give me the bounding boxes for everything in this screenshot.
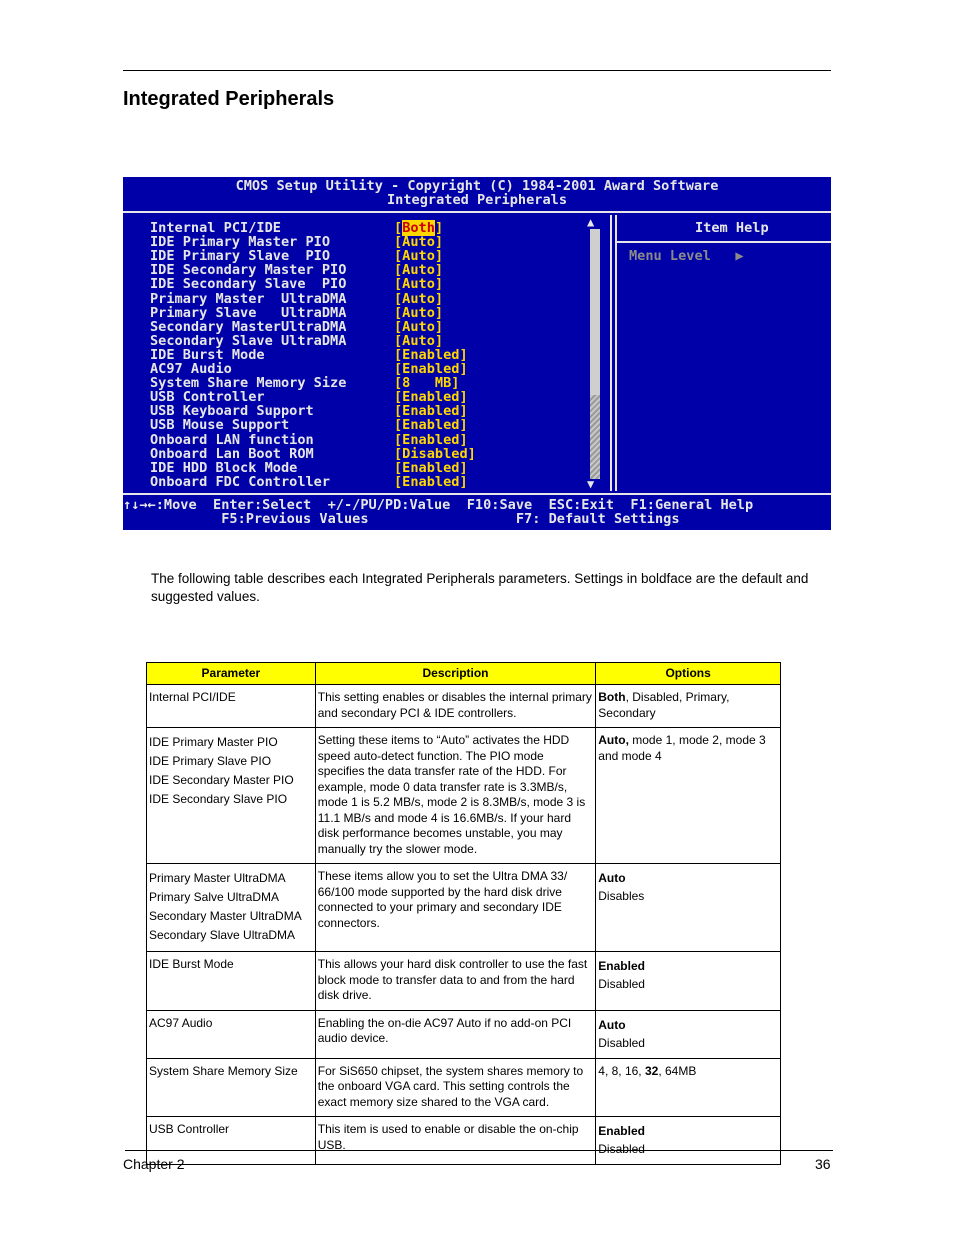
bios-setting-value[interactable]	[394, 263, 443, 277]
parameter-name: IDE Primary Master PIO	[149, 735, 278, 749]
parameter-cell	[147, 685, 316, 728]
bios-setting-row[interactable]	[150, 276, 444, 293]
bios-setting-value[interactable]	[394, 362, 468, 376]
description-cell: This allows your hard disk controller to use the fast block mode to transfer data to and from the hard disk drive.	[315, 952, 596, 1011]
bios-setting-label: System Share Memory Size	[150, 375, 347, 392]
option-text: Disabled	[598, 1035, 645, 1050]
description-cell: Enabling the on-die AC97 Auto if no add-on PCI audio device.	[315, 1010, 596, 1058]
scroll-down-arrow-icon[interactable]: ▼	[587, 477, 595, 491]
option-line	[598, 1140, 778, 1158]
table-row	[147, 1058, 781, 1117]
bios-value-text: [Enabled]	[394, 431, 468, 448]
bios-value-text: [Auto]	[394, 276, 444, 293]
bios-setting-row[interactable]	[150, 332, 444, 349]
parameter-name: Secondary Master UltraDMA	[149, 909, 302, 923]
bios-setting-row[interactable]	[150, 459, 468, 476]
option-text: mode 1, mode 2, mode 3 and mode 4	[598, 733, 766, 763]
scroll-up-arrow-icon[interactable]: ▲	[587, 215, 595, 229]
parameters-table	[146, 662, 781, 1165]
parameter-cell	[147, 728, 316, 864]
bios-value-text: [Enabled]	[394, 473, 468, 490]
parameter-cell	[147, 1010, 316, 1058]
default-option: Auto,	[598, 733, 629, 747]
bios-setting-label: IDE HDD Block Mode	[150, 459, 298, 476]
bios-setting-label: AC97 Audio	[150, 361, 232, 377]
table-row	[147, 685, 781, 728]
bios-setting-label: USB Controller	[150, 389, 265, 406]
bios-setting-value[interactable]	[394, 376, 459, 390]
bios-setting-label: Primary Slave UltraDMA	[150, 304, 347, 321]
default-option: Enabled	[598, 1124, 645, 1138]
bios-setting-value[interactable]	[394, 475, 468, 489]
option-line	[598, 1016, 778, 1034]
bios-setting-label: USB Mouse Support	[150, 417, 290, 434]
bios-setting-value[interactable]	[394, 334, 443, 348]
table-header-row	[147, 663, 781, 685]
bios-value-text: [Disabled]	[394, 445, 476, 462]
bios-setting-value[interactable]	[394, 320, 443, 334]
description-cell: These items allow you to set the Ultra DMA 33/ 66/100 mode supported by the hard disk drive connected to your primary and secondary IDE connectors.	[315, 864, 596, 952]
bios-key-legend	[123, 493, 831, 530]
bios-value-text: [Auto]	[394, 234, 444, 251]
table-row	[147, 1117, 781, 1165]
bios-setting-row[interactable]	[150, 445, 476, 462]
page-title: Integrated Peripherals	[123, 88, 335, 110]
parameter-name: IDE Burst Mode	[149, 957, 234, 971]
bios-header-title: CMOS Setup Utility - Copyright (C) 1984-2001 Award Software	[235, 178, 719, 194]
bios-setting-row[interactable]	[150, 234, 444, 251]
parameter-name: Primary Master UltraDMA	[149, 871, 286, 885]
options-cell	[596, 952, 781, 1011]
bios-setting-label: USB Keyboard Support	[150, 403, 314, 420]
bios-setting-value[interactable]	[394, 390, 468, 404]
option-line	[598, 1034, 778, 1052]
options-cell	[596, 685, 781, 728]
options-cell	[596, 864, 781, 952]
bios-setting-row[interactable]	[150, 431, 468, 448]
bios-setting-value[interactable]	[394, 404, 468, 418]
option-line	[598, 869, 778, 887]
option-text: Disabled	[598, 1142, 645, 1156]
parameter-name: IDE Primary Slave PIO	[149, 754, 272, 768]
bios-setting-label: Internal PCI/IDE	[150, 220, 281, 236]
bios-value-text: [	[394, 220, 403, 236]
option-line	[598, 957, 778, 975]
bios-setting-label: IDE Secondary Master PIO	[150, 262, 347, 279]
footer-rule	[125, 1150, 833, 1151]
bios-value-text: [Enabled]	[394, 361, 468, 377]
description-cell: Setting these items to “Auto” activates the HDD speed auto-detect function. The PIO mode specifies the data transfer rate of the HDD. For example, mode 0 data transfer rate is 3.3MB/s, mode 1 is 5.2 MB/s, mode 2 is 8.3MB/s, mode 3 is 11.1 MB/s and mode 4 is 16.6MB/s. If your hard disk performance becomes unstable, you may manually try the slower mode.	[315, 728, 596, 864]
footer-page-number: 36	[815, 1156, 831, 1172]
option-text: 4, 8, 16,	[598, 1063, 645, 1078]
option-line	[598, 733, 778, 764]
option-line	[598, 690, 778, 721]
table-row	[147, 864, 781, 952]
bios-setting-row[interactable]	[150, 290, 444, 307]
bios-setting-row[interactable]	[150, 220, 444, 236]
bios-setting-row[interactable]	[150, 473, 468, 490]
options-cell	[596, 728, 781, 864]
bios-value-text: [Auto]	[394, 318, 444, 335]
column-header-options: Options	[596, 663, 781, 685]
bios-value-text: [Auto]	[394, 290, 444, 307]
bios-setting-label: IDE Secondary Slave PIO	[150, 276, 347, 293]
bios-value-text: [Enabled]	[394, 417, 468, 434]
bios-value-text: [Enabled]	[394, 403, 468, 420]
default-option: Enabled	[598, 959, 645, 973]
bios-value-text: [Enabled]	[394, 389, 468, 406]
bios-setting-value[interactable]	[394, 292, 443, 306]
table-row	[147, 1010, 781, 1058]
column-header-parameter: Parameter	[147, 663, 316, 685]
bios-setting-label: Onboard FDC Controller	[150, 473, 331, 490]
item-help-title: Item Help	[695, 220, 769, 236]
key-legend-line-1: ↑↓→←:Move Enter:Select +/-/PU/PD:Value F10:Save ESC:Exit F1:General Help	[123, 497, 754, 513]
parameter-name: Primary Salve UltraDMA	[149, 890, 280, 904]
bios-setting-value[interactable]	[394, 433, 468, 447]
bios-setting-value[interactable]	[394, 306, 443, 320]
description-cell: This item is used to enable or disable the on-chip USB.	[315, 1117, 596, 1165]
bios-value-text: [Auto]	[394, 332, 444, 349]
bios-setting-label: IDE Primary Slave PIO	[150, 248, 331, 265]
bios-setting-row[interactable]	[150, 248, 444, 265]
bios-setting-value[interactable]	[394, 461, 468, 475]
bios-setting-label: IDE Primary Master PIO	[150, 234, 331, 251]
bios-setting-value[interactable]	[394, 447, 476, 461]
bios-setting-label: Onboard Lan Boot ROM	[150, 445, 314, 462]
options-cell	[596, 1117, 781, 1165]
bios-setting-row[interactable]	[150, 262, 444, 279]
description-cell: This setting enables or disables the internal primary and secondary PCI & IDE controllers.	[315, 685, 596, 728]
menu-level-indicator: Menu Level ▶	[629, 248, 744, 264]
top-rule	[123, 70, 831, 71]
bios-value-selected: Both	[402, 220, 435, 236]
bios-settings-panel	[123, 215, 612, 491]
parameter-name: System Share Memory Size	[149, 1063, 298, 1078]
bios-setting-row[interactable]	[150, 403, 468, 420]
bios-setting-value[interactable]	[394, 277, 443, 291]
column-header-description: Description	[315, 663, 596, 685]
bios-setting-label: Primary Master UltraDMA	[150, 290, 347, 307]
intro-paragraph: The following table describes each Integrated Peripherals parameters. Settings in boldface are the default and suggested values.	[151, 571, 809, 604]
parameter-cell	[147, 1058, 316, 1117]
parameter-cell	[147, 952, 316, 1011]
bios-value-text: [Auto]	[394, 304, 444, 321]
scrollbar-thumb[interactable]	[590, 229, 600, 395]
footer-chapter: Chapter 2	[123, 1156, 185, 1172]
parameter-cell	[147, 864, 316, 952]
bios-setting-value[interactable]	[394, 221, 443, 235]
default-option: Auto	[598, 1017, 626, 1032]
bios-setting-row[interactable]	[150, 361, 468, 377]
option-line	[598, 1122, 778, 1140]
parameter-name: IDE Secondary Slave PIO	[149, 792, 288, 806]
option-text: , Disabled, Primary, Secondary	[598, 690, 730, 720]
parameter-name: Secondary Slave UltraDMA	[149, 928, 296, 942]
bios-header	[123, 177, 831, 213]
table-row	[147, 952, 781, 1011]
bios-setting-value[interactable]	[394, 235, 443, 249]
options-cell	[596, 1010, 781, 1058]
bios-setting-value[interactable]	[394, 348, 468, 362]
default-option: Auto	[598, 871, 626, 885]
bios-value-text: [8 MB]	[394, 375, 460, 392]
parameter-name: Internal PCI/IDE	[149, 690, 236, 704]
option-line	[598, 975, 778, 993]
default-option: Both	[598, 690, 626, 704]
bios-value-text: [Enabled]	[394, 346, 468, 363]
bios-screenshot	[123, 177, 831, 530]
option-text: , 64MB	[658, 1063, 697, 1078]
table-row	[147, 728, 781, 864]
bios-value-text: [Enabled]	[394, 459, 468, 476]
bios-setting-row[interactable]	[150, 375, 460, 392]
description-cell: For SiS650 chipset, the system shares memory to the onboard VGA card. This setting controls the exact memory size shared to the VGA card.	[315, 1058, 596, 1117]
bios-setting-label: Onboard LAN function	[150, 431, 314, 448]
bios-setting-label: Secondary Slave UltraDMA	[150, 332, 347, 349]
option-text: Disables	[598, 889, 645, 903]
bios-header-subtitle: Integrated Peripherals	[386, 192, 568, 208]
bios-setting-row[interactable]	[150, 346, 468, 363]
option-line	[598, 887, 778, 905]
bios-value-text: [Auto]	[394, 248, 444, 265]
bios-setting-label: IDE Burst Mode	[150, 346, 265, 363]
bios-setting-row[interactable]	[150, 417, 468, 434]
bios-setting-value[interactable]	[394, 249, 443, 263]
bios-value-text: ]	[434, 220, 444, 236]
bios-help-panel	[615, 215, 831, 491]
parameter-name: IDE Secondary Master PIO	[149, 773, 294, 787]
option-line	[598, 1064, 778, 1080]
bios-setting-row[interactable]	[150, 318, 444, 335]
parameter-name: USB Controller	[149, 1122, 230, 1136]
key-legend-line-2: F5:Previous Values F7: Default Settings	[123, 511, 680, 527]
default-option: 32	[644, 1063, 659, 1078]
bios-setting-row[interactable]	[150, 304, 444, 321]
bios-value-text: [Auto]	[394, 262, 444, 279]
bios-setting-label: Secondary MasterUltraDMA	[150, 318, 347, 335]
options-cell	[596, 1058, 781, 1117]
option-text: Disabled	[598, 977, 645, 991]
bios-setting-value[interactable]	[394, 418, 468, 432]
bios-setting-row[interactable]	[150, 389, 468, 406]
parameter-name: AC97 Audio	[149, 1015, 213, 1030]
